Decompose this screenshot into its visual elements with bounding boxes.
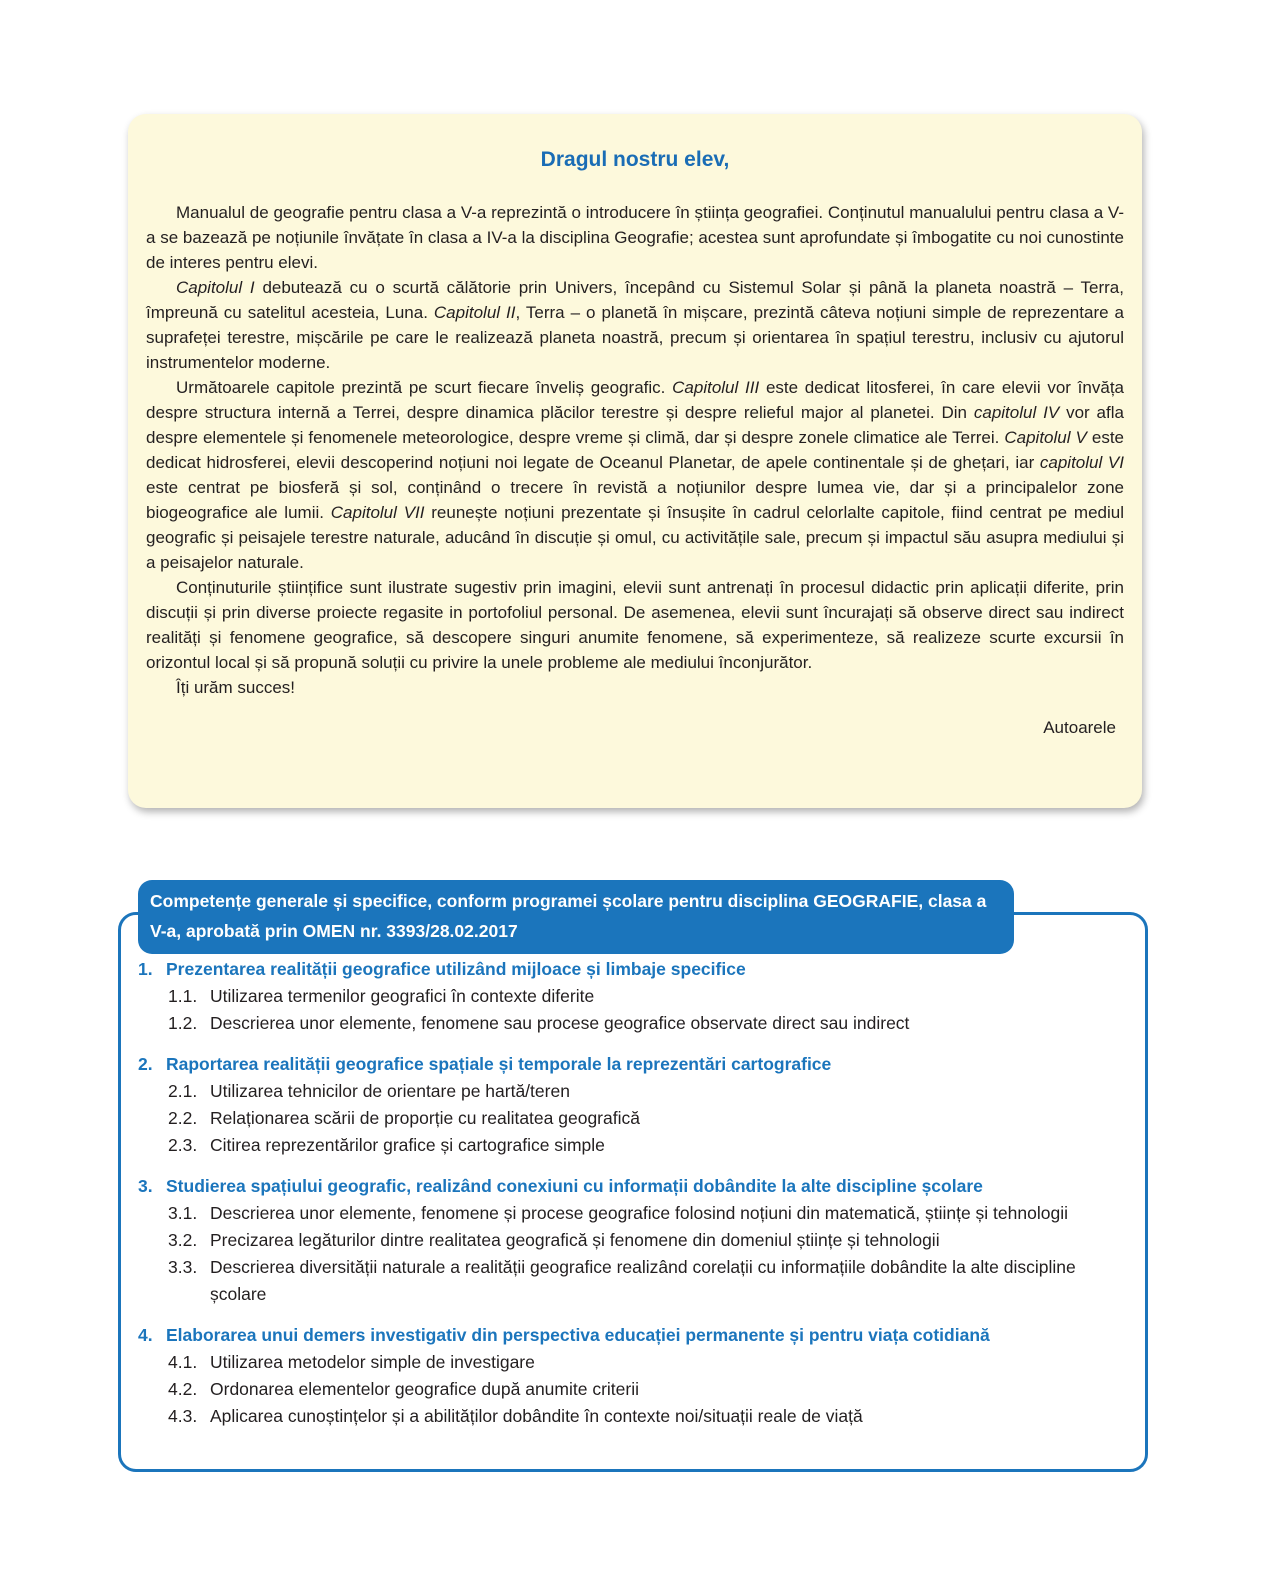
competence-item-number: 1.2.	[168, 1013, 198, 1033]
competence-item-number: 3.1.	[168, 1203, 198, 1223]
competence-group-number: 1.	[138, 959, 153, 979]
letter-title: Dragul nostru elev,	[540, 148, 730, 171]
competence-group-title	[138, 1051, 1128, 1078]
competence-item	[138, 983, 1128, 1010]
chapter-reference: Capitolul V	[1004, 428, 1087, 447]
competence-item-number: 2.3.	[168, 1135, 198, 1155]
signature: Autoarele	[1043, 718, 1116, 737]
competence-group-number: 4.	[138, 1325, 153, 1345]
competence-item-text: Aplicarea cunoștințelor și a abilităților dobândite în contexte noi/situații reale de viață	[210, 1406, 863, 1426]
competence-item-number: 4.1.	[168, 1352, 198, 1372]
competence-group-text: Studierea spațiului geografic, realizând conexiuni cu informații dobândite la alte discipline școlare	[166, 1176, 983, 1196]
chapter-reference: Capitolul III	[672, 378, 760, 397]
competence-group	[138, 956, 1128, 1037]
paragraph-text: este dedicat hidrosferei, elevii descoperind noțiuni noi legate de Oceanul Planetar, de apele continentale și de ghețari, iar	[146, 428, 1124, 472]
paragraph-text: este centrat pe biosferă și sol, conținând o trecere în revistă a noțiunilor despre lumea vie, dar și a principalelor zone biogeografice ale lumii.	[146, 478, 1124, 522]
competence-item-text: Descrierea diversității naturale a realității geografice realizând corelații cu informațiile dobândite la alte discipline școlare	[210, 1257, 1076, 1304]
competence-item-text: Descrierea unor elemente, fenomene sau procese geografice observate direct sau indirect	[210, 1013, 910, 1033]
competence-item-number: 4.2.	[168, 1379, 198, 1399]
letter-paragraph	[146, 575, 1124, 675]
competence-item-number: 3.3.	[168, 1257, 198, 1277]
competence-item	[138, 1105, 1128, 1132]
chapter-reference: capitolul IV	[973, 403, 1060, 422]
paragraph-text: Următoarele capitole prezintă pe scurt fiecare înveliș geografic.	[176, 378, 673, 397]
competence-group-title	[138, 956, 1128, 983]
paragraph-text: Îți urăm succes!	[176, 678, 296, 697]
competence-group	[138, 1322, 1128, 1430]
paragraph-text: , Terra – o planetă în mișcare, prezintă câteva noțiuni simple de reprezentare a suprafeței terestre, mișcările pe care le realizează planeta noastră, precum și orientarea în spațiul terestru, inclusiv cu ajutorul instrumentelor moderne.	[146, 303, 1124, 372]
competence-item	[138, 1376, 1128, 1403]
competences-list	[138, 956, 1128, 1444]
competence-item-number: 1.1.	[168, 986, 198, 1006]
competence-group-text: Prezentarea realității geografice utilizând mijloace și limbaje specifice	[166, 959, 746, 979]
competence-item	[138, 1403, 1128, 1430]
competence-item	[138, 1349, 1128, 1376]
competence-item-text: Precizarea legăturilor dintre realitatea geografică și fenomene din domeniul științe și tehnologii	[210, 1230, 940, 1250]
competence-item-text: Utilizarea tehnicilor de orientare pe hartă/teren	[210, 1081, 570, 1101]
competence-item-number: 2.1.	[168, 1081, 198, 1101]
competence-group-text: Raportarea realității geografice spațiale și temporale la reprezentări cartografice	[166, 1054, 832, 1074]
competence-item-text: Utilizarea metodelor simple de investigare	[210, 1352, 535, 1372]
letter-paragraph	[146, 275, 1124, 375]
letter-paragraph	[146, 375, 1124, 575]
paragraph-text: Conținuturile științifice sunt ilustrate sugestiv prin imagini, elevii sunt antrenați în procesul didactic prin aplicații diferite, prin discuții și prin diverse proiecte regasite in portofoliul personal. De asemenea, elevii sunt încurajați să observe direct sau indirect realități și fenomene geografice, să descopere singuri anumite fenomene, să experimenteze, să realizeze scurte excursii în orizontul local și să propună soluții cu privire la unele probleme ale mediului înconjurător.	[146, 578, 1124, 672]
competence-item	[138, 1132, 1128, 1159]
competence-item-text: Citirea reprezentărilor grafice și cartografice simple	[210, 1135, 605, 1155]
competence-item	[138, 1010, 1128, 1037]
paragraph-text: reunește noțiuni prezentate și însușite în cadrul celorlalte capitole, fiind centrat pe mediul geografic și peisajele terestre naturale, aducând în discuție și omul, cu activitățile sale, precum și impactul său asupra mediului și a peisajelor naturale.	[146, 503, 1124, 572]
letter-body	[146, 200, 1124, 700]
competence-group-text: Elaborarea unui demers investigativ din perspectiva educației permanente și pentru viața cotidiană	[166, 1325, 990, 1345]
competence-item-number: 3.2.	[168, 1230, 198, 1250]
competence-group-number: 3.	[138, 1176, 153, 1196]
competence-item	[138, 1227, 1128, 1254]
competence-item	[138, 1078, 1128, 1105]
competence-group-title	[138, 1322, 1128, 1349]
competence-group	[138, 1051, 1128, 1159]
chapter-reference: Capitolul VII	[330, 503, 425, 522]
competence-item-number: 2.2.	[168, 1108, 198, 1128]
competence-group	[138, 1173, 1128, 1308]
competence-group-title	[138, 1173, 1128, 1200]
competence-item	[138, 1254, 1128, 1308]
chapter-reference: Capitolul II	[433, 303, 516, 322]
competence-item-text: Utilizarea termenilor geografici în contexte diferite	[210, 986, 595, 1006]
competence-group-number: 2.	[138, 1054, 153, 1074]
competence-item-text: Relaționarea scării de proporție cu realitatea geografică	[210, 1108, 640, 1128]
paragraph-text: debutează cu o scurtă călătorie prin Univers, începând cu Sistemul Solar și până la planeta noastră – Terra, împreună cu satelitul acesteia, Luna.	[146, 278, 1124, 322]
letter-paragraph	[146, 675, 1124, 700]
paragraph-text: Manualul de geografie pentru clasa a V-a reprezintă o introducere în știința geografiei. Conținutul manualului pentru clasa a V-a se bazează pe noțiunile învățate în clasa a IV-a la disciplina Geografie; acestea sunt aprofundate și îmbogatite cu noi cunostinte de interes pentru elevi.	[146, 203, 1124, 272]
competence-item	[138, 1200, 1128, 1227]
chapter-reference: capitolul VI	[1039, 453, 1124, 472]
paragraph-text: este dedicat litosferei, în care elevii vor învăța despre structura internă a Terrei, despre dinamica plăcilor terestre și despre relieful major al planetei. Din	[146, 378, 1124, 422]
letter-paragraph	[146, 200, 1124, 275]
chapter-reference: Capitolul I	[176, 278, 255, 297]
competence-item-number: 4.3.	[168, 1406, 198, 1426]
letter-box	[128, 114, 1142, 808]
competence-item-text: Ordonarea elementelor geografice după anumite criterii	[210, 1379, 639, 1399]
competences-header: Competențe generale și specifice, conform programei școlare pentru disciplina GEOGRAFIE, clasa a V-a, aprobată prin OMEN nr. 3393/28.02.2017	[138, 880, 1014, 954]
paragraph-text: vor afla despre elementele și fenomenele meteorologice, despre vreme și climă, dar și despre zonele climatice ale Terrei.	[146, 403, 1124, 447]
competence-item-text: Descrierea unor elemente, fenomene și procese geografice folosind noțiuni din matematică, științe și tehnologii	[210, 1203, 1068, 1223]
